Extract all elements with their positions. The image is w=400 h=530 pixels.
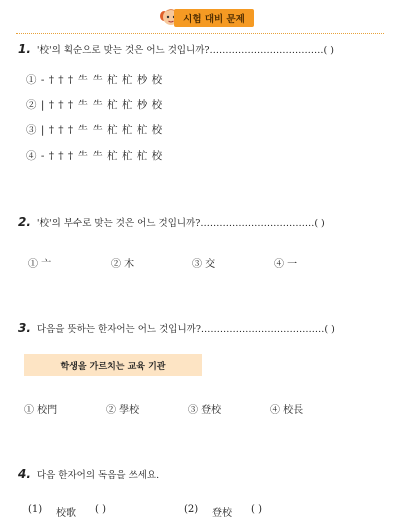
q4-item-2-word: 登校 bbox=[212, 508, 232, 519]
q2-option-4[interactable]: ④ 一 bbox=[274, 259, 298, 270]
question-2 bbox=[18, 215, 325, 229]
q2-option-1[interactable]: ① 亠 bbox=[28, 259, 52, 270]
q4-item-2-number: (2) bbox=[184, 504, 199, 515]
q2-option-3[interactable]: ③ 交 bbox=[192, 259, 216, 270]
q1-option-4[interactable]: ④ - † † † ⺧ ⺧ 杧 杧 杧 校 bbox=[26, 150, 163, 162]
question-text: '校'의 부수로 맞는 것은 어느 것입니까?………………………………( ) bbox=[36, 218, 325, 229]
question-1 bbox=[18, 42, 334, 56]
page-header bbox=[0, 0, 400, 36]
question-text: 다음을 뜻하는 한자어는 어느 것입니까?…………………………………( ) bbox=[36, 324, 335, 335]
question-number: 3. bbox=[18, 321, 31, 335]
q3-option-4[interactable]: ④ 校長 bbox=[270, 405, 304, 416]
q3-option-1[interactable]: ① 校門 bbox=[24, 405, 58, 416]
q3-option-2[interactable]: ② 學校 bbox=[106, 405, 140, 416]
q4-item-1-word: 校歌 bbox=[56, 508, 76, 519]
question-number: 1. bbox=[18, 42, 31, 56]
q1-option-3[interactable]: ③ | † † † ⺧ ⺧ 杧 杧 杧 校 bbox=[26, 124, 163, 136]
question-text: 다음 한자어의 독음을 쓰세요. bbox=[36, 470, 160, 481]
q1-option-2[interactable]: ② | † † † ⺧ ⺧ 杧 杧 杪 校 bbox=[26, 99, 163, 111]
q3-option-3[interactable]: ③ 登校 bbox=[188, 405, 222, 416]
q4-item-1-number: (1) bbox=[28, 504, 43, 515]
page-title: 시험 대비 문제 bbox=[174, 9, 254, 27]
question-text: '校'의 획순으로 맞는 것은 어느 것입니까?………………………………( ) bbox=[36, 45, 334, 56]
question-3 bbox=[18, 321, 335, 335]
question-number: 2. bbox=[18, 215, 31, 229]
q4-item-2-answer-blank[interactable]: ( ) bbox=[251, 504, 262, 515]
q4-item-1-answer-blank[interactable]: ( ) bbox=[95, 504, 106, 515]
definition-banner: 학생을 가르치는 교육 기관 bbox=[24, 354, 202, 376]
q2-option-2[interactable]: ② 木 bbox=[111, 259, 135, 270]
question-4 bbox=[18, 467, 159, 481]
header-divider bbox=[16, 33, 384, 34]
question-number: 4. bbox=[18, 467, 31, 481]
q1-option-1[interactable]: ① - † † † ⺧ ⺧ 杧 杧 杪 校 bbox=[26, 74, 163, 86]
